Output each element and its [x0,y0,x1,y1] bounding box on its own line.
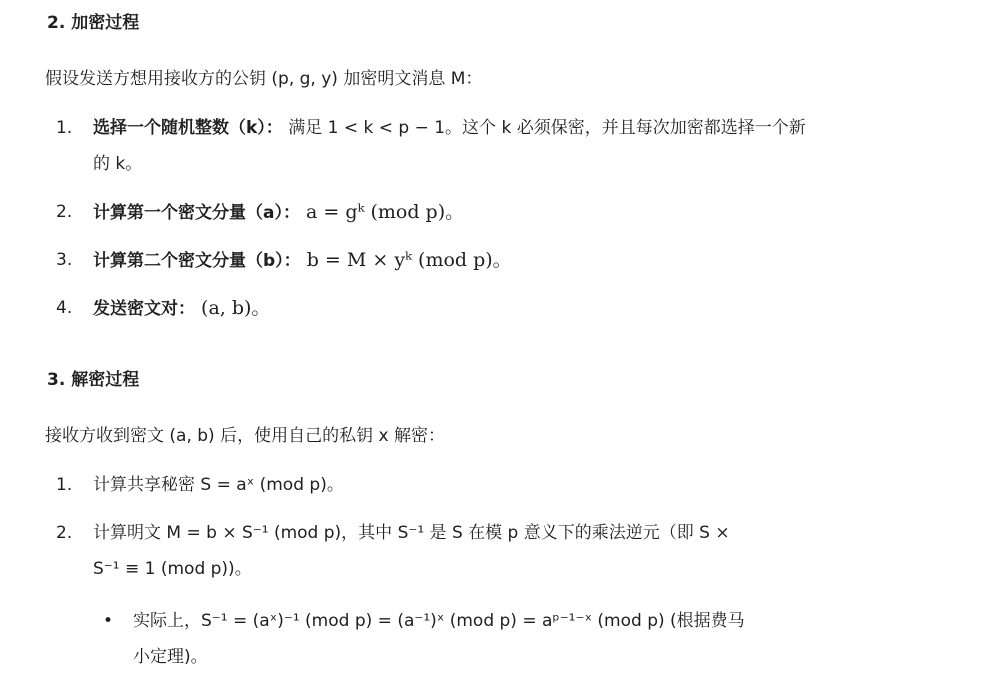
step-label: 计算第一个密文分量（a）： [93,203,300,223]
list-number: 2. [56,202,73,222]
step-formula: b = M × yᵏ (mod p)。 [300,249,512,271]
list-item [56,116,981,176]
decryption-intro: 接收方收到密文 (a, b) 后，使用自己的私钥 x 解密： [45,426,445,446]
step-text-continued: 的 k。 [93,154,143,174]
list-number: 2. [56,523,73,543]
list-item-body [93,116,981,176]
bullet-dot-icon: • [103,611,114,631]
step-formula: (a, b)。 [195,297,271,319]
step-label: 选择一个随机整数（k）： [93,118,283,138]
list-number: 1. [56,118,73,138]
step-text: 满足 1 < k < p − 1。这个 k 必须保密，并且每次加密都选择一个新 [282,118,806,138]
section-heading-encryption: 2. 加密过程 [47,13,140,33]
step-label: 计算第二个密文分量（b）： [93,251,301,271]
step-text: 计算共享秘密 S = aˣ (mod p)。 [93,475,344,495]
encryption-intro: 假设发送方想用接收方的公钥 (p, g, y) 加密明文消息 M： [45,69,483,89]
bullet-text: 实际上，S⁻¹ = (aˣ)⁻¹ (mod p) = (a⁻¹)ˣ (mod p) = aᵖ⁻¹⁻ˣ (mod p) (根据费马 [133,611,745,631]
step-formula: a = gᵏ (mod p)。 [299,201,465,223]
bullet-text-continued: 小定理)。 [133,647,208,667]
section-heading-decryption: 3. 解密过程 [47,370,140,390]
list-number: 1. [56,475,73,495]
step-label: 发送密文对： [93,299,195,319]
bullet-item [103,609,973,669]
list-number: 3. [56,250,73,270]
step-text-continued: S⁻¹ ≡ 1 (mod p))。 [93,559,252,579]
list-number: 4. [56,298,73,318]
list-item [56,521,981,581]
step-text: 计算明文 M = b × S⁻¹ (mod p)，其中 S⁻¹ 是 S 在模 p 意义下的乘法逆元（即 S × [93,523,730,543]
